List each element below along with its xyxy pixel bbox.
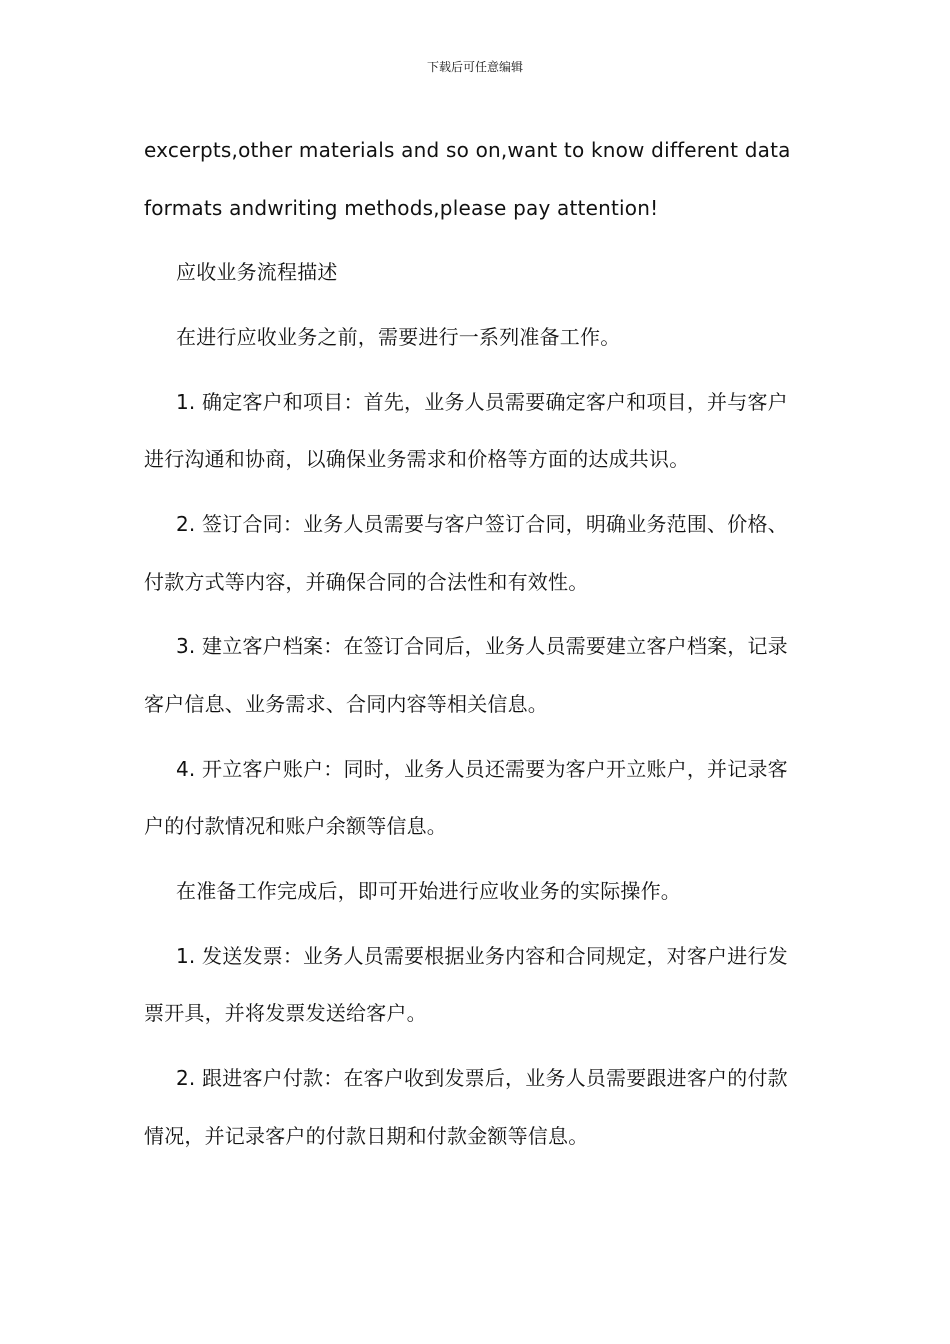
list-item-1-line-2: 进行沟通和协商，以确保业务需求和价格等方面的达成共识。 [144, 447, 690, 472]
body-line-continued: formats andwriting methods,please pay attention! [144, 195, 659, 220]
list-item-1-line-1: 1. 确定客户和项目：首先，业务人员需要确定客户和项目，并与客户 [176, 389, 788, 414]
document-body [144, 122, 806, 1172]
list-item-4-line-2: 户的付款情况和账户余额等信息。 [144, 814, 447, 839]
operation-item-2-line-1: 2. 跟进客户付款：在客户收到发票后，业务人员需要跟进客户的付款 [176, 1066, 788, 1091]
list-item-4-line-1: 4. 开立客户账户：同时，业务人员还需要为客户开立账户，并记录客 [176, 756, 788, 781]
list-item-3-line-1: 3. 建立客户档案：在签订合同后，业务人员需要建立客户档案，记录 [176, 634, 788, 659]
list-item-2-line-2: 付款方式等内容，并确保合同的合法性和有效性。 [144, 569, 589, 594]
section-heading: 应收业务流程描述 [176, 260, 338, 285]
list-item-2-line-1: 2. 签订合同：业务人员需要与客户签订合同，明确业务范围、价格、 [176, 512, 788, 537]
operation-item-2-line-2: 情况，并记录客户的付款日期和付款金额等信息。 [144, 1123, 589, 1148]
operation-item-1-line-2: 票开具，并将发票发送给客户。 [144, 1001, 427, 1026]
paragraph-intro: 在进行应收业务之前，需要进行一系列准备工作。 [176, 325, 621, 350]
operation-item-1-line-1: 1. 发送发票：业务人员需要根据业务内容和合同规定，对客户进行发 [176, 943, 788, 968]
paragraph-operations-intro: 在准备工作完成后，即可开始进行应收业务的实际操作。 [176, 879, 681, 904]
page-header-note: 下载后可任意编辑 [426, 60, 523, 74]
list-item-3-line-2: 客户信息、业务需求、合同内容等相关信息。 [144, 691, 548, 716]
body-line-continued: excerpts,other materials and so on,want to know different data [144, 138, 791, 162]
